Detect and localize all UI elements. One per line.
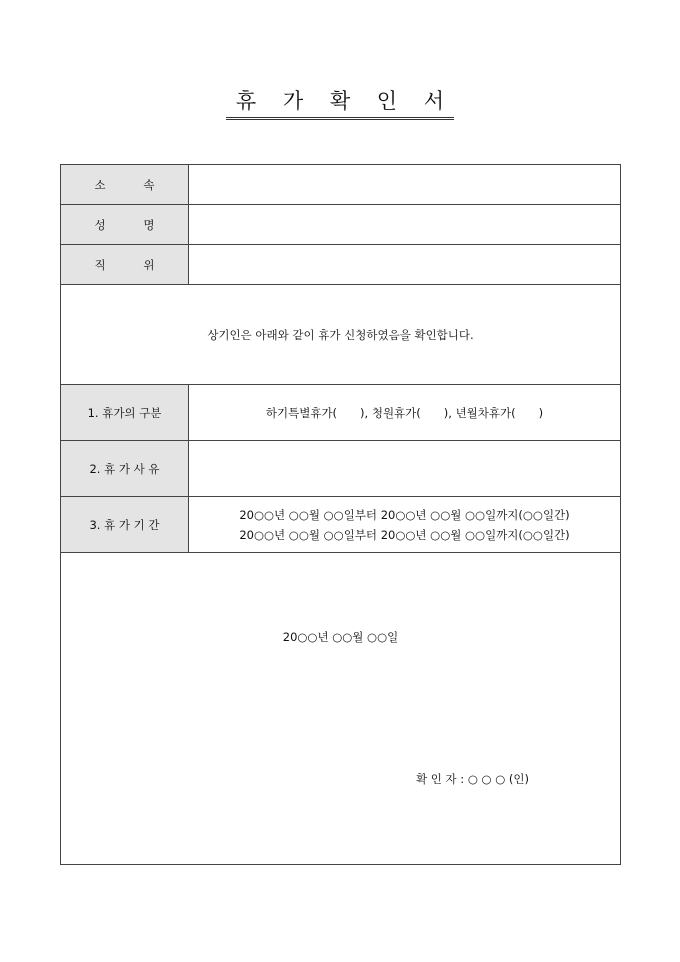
- leave-type-row: [61, 385, 621, 441]
- position-field[interactable]: [189, 245, 621, 285]
- signature-area: [61, 553, 621, 865]
- name-label: 성 명: [61, 205, 189, 245]
- leave-reason-field[interactable]: [189, 441, 621, 497]
- leave-type-options[interactable]: 하기특별휴가( ), 청원휴가( ), 년월차휴가( ): [189, 385, 621, 441]
- signature-row: [61, 553, 621, 865]
- document-title-wrap: [0, 88, 680, 120]
- affiliation-row: [61, 165, 621, 205]
- leave-period-field[interactable]: [189, 497, 621, 553]
- confirmer-signature: 확 인 자 : ○ ○ ○ (인): [416, 772, 529, 786]
- leave-reason-row: [61, 441, 621, 497]
- signature-date: 20○○년 ○○월 ○○일: [282, 630, 399, 644]
- leave-type-label: 1. 휴가의 구분: [61, 385, 189, 441]
- position-label: 직 위: [61, 245, 189, 285]
- leave-confirmation-form: [60, 164, 621, 865]
- leave-period-row: [61, 497, 621, 553]
- leave-reason-label: 2. 휴 가 사 유: [61, 441, 189, 497]
- document-title: 휴 가 확 인 서: [226, 88, 454, 120]
- name-row: [61, 205, 621, 245]
- leave-period-label: 3. 휴 가 기 간: [61, 497, 189, 553]
- affiliation-field[interactable]: [189, 165, 621, 205]
- position-row: [61, 245, 621, 285]
- name-field[interactable]: [189, 205, 621, 245]
- confirm-statement: 상기인은 아래와 같이 휴가 신청하였음을 확인합니다.: [61, 285, 621, 385]
- confirm-row: [61, 285, 621, 385]
- leave-period-line: 20○○년 ○○월 ○○일부터 20○○년 ○○월 ○○일까지(○○일간): [239, 507, 570, 522]
- affiliation-label: 소 속: [61, 165, 189, 205]
- leave-period-line: 20○○년 ○○월 ○○일부터 20○○년 ○○월 ○○일까지(○○일간): [239, 527, 570, 542]
